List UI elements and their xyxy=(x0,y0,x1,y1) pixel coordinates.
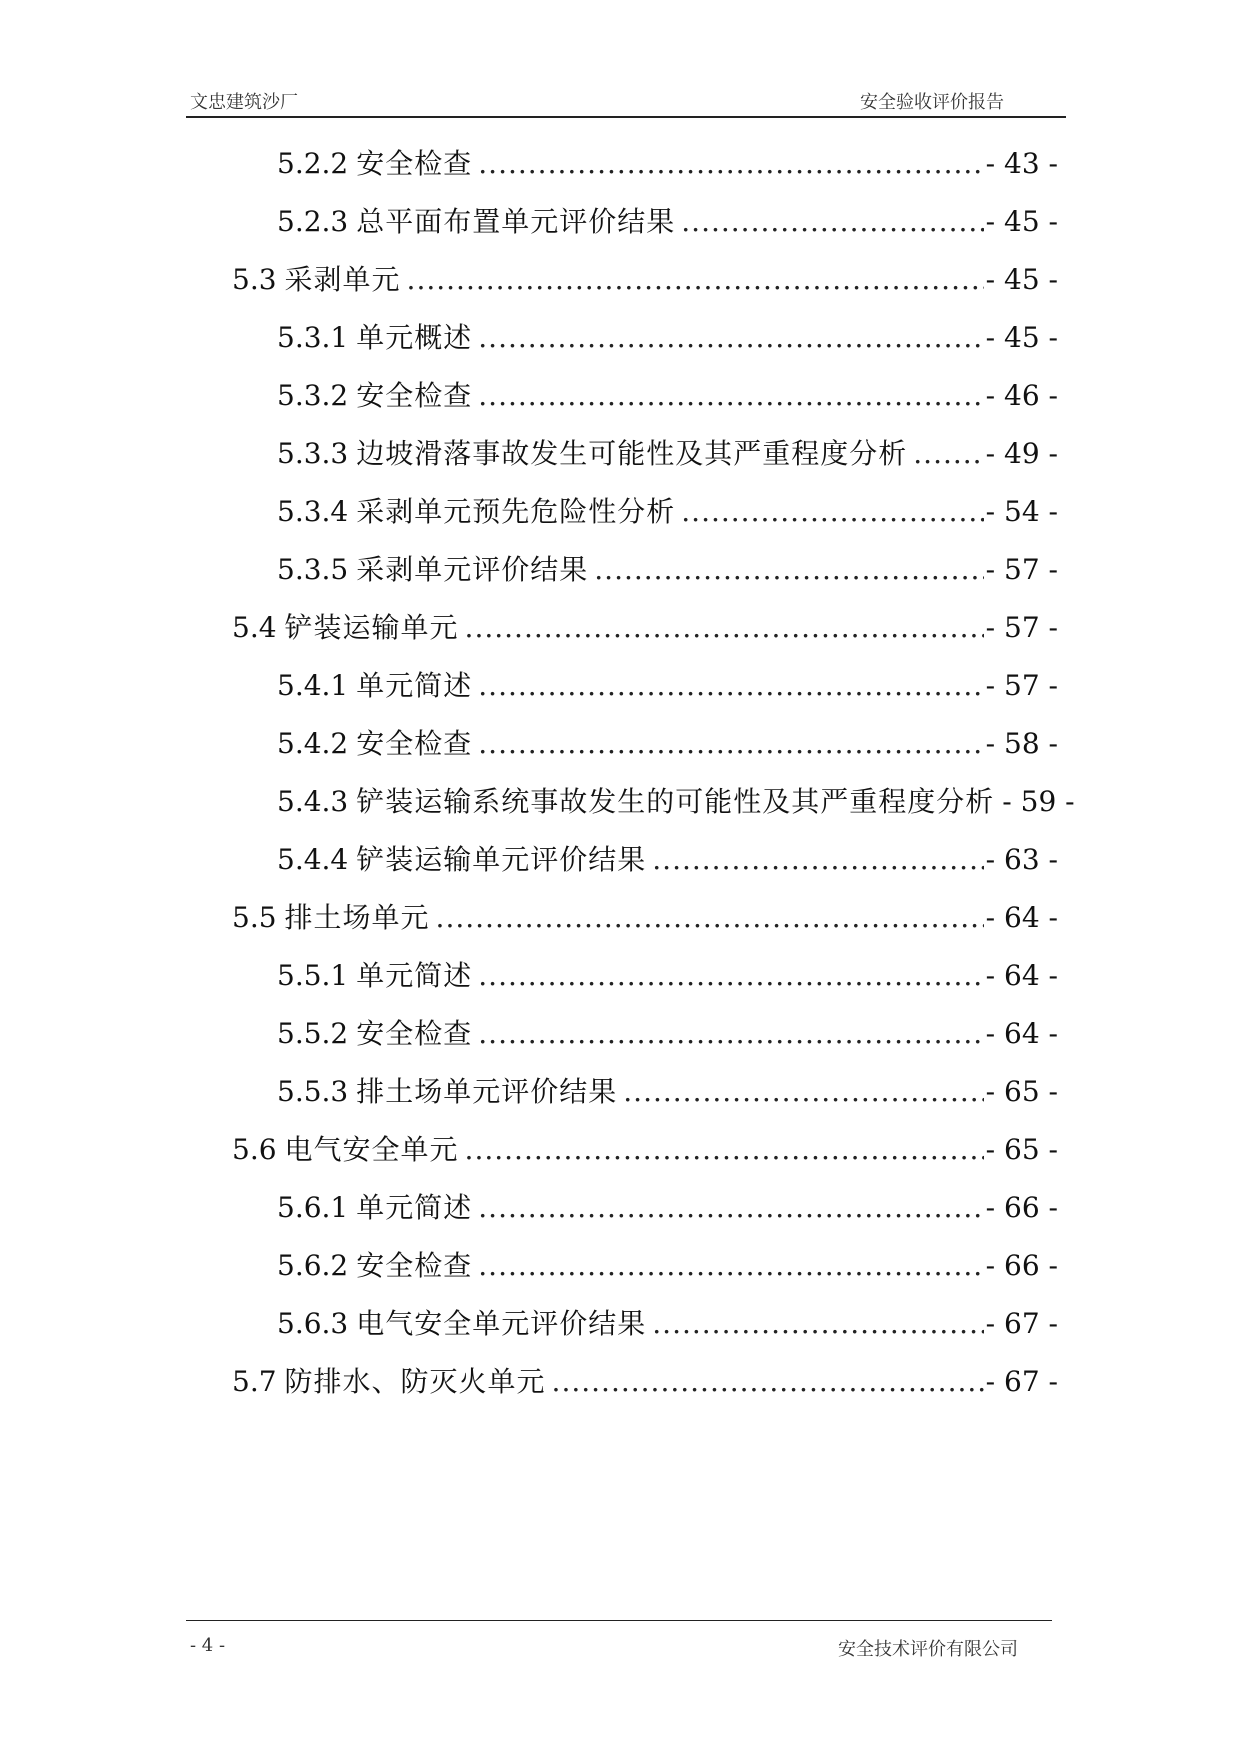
toc-section-number: 5.4.3 xyxy=(277,785,349,818)
toc-section-number: 5.5.3 xyxy=(277,1075,349,1108)
toc-dot-leader xyxy=(478,1188,983,1228)
toc-entry[interactable] xyxy=(232,898,1058,938)
toc-page-number: - 58 - xyxy=(985,727,1058,760)
toc-dot-leader xyxy=(407,260,984,300)
toc-dot-leader xyxy=(478,956,983,996)
toc-entry[interactable] xyxy=(277,666,1058,706)
toc-dot-leader xyxy=(552,1362,984,1402)
toc-dot-leader xyxy=(594,550,983,590)
toc-entry[interactable] xyxy=(277,1014,1058,1054)
toc-dot-leader xyxy=(478,1014,983,1054)
toc-dot-leader xyxy=(652,840,983,880)
toc-section-title: 安全检查 xyxy=(356,147,473,180)
toc-entry[interactable] xyxy=(277,318,1058,358)
toc-section-number: 5.3 xyxy=(232,263,277,296)
toc-page-number: - 57 - xyxy=(985,611,1058,644)
toc-entry[interactable] xyxy=(232,1362,1058,1402)
toc-dot-leader xyxy=(652,1304,983,1344)
toc-section-number: 5.2.3 xyxy=(277,205,349,238)
toc-dot-leader xyxy=(465,1130,984,1170)
toc-entry[interactable] xyxy=(277,956,1058,996)
toc-dot-leader xyxy=(478,144,983,184)
toc-page-number: - 45 - xyxy=(985,263,1058,296)
toc-entry[interactable] xyxy=(277,144,1058,184)
toc-dot-leader xyxy=(681,492,983,532)
page-footer xyxy=(186,1620,1052,1661)
toc-entry[interactable] xyxy=(277,1072,1058,1112)
toc-entry[interactable] xyxy=(277,782,1075,822)
header-report-title: 安全验收评价报告 xyxy=(860,92,1004,113)
toc-page-number: - 65 - xyxy=(985,1133,1058,1166)
toc-section-title: 安全检查 xyxy=(356,1017,473,1050)
toc-section-title: 单元简述 xyxy=(356,1191,473,1224)
toc-page-number: - 63 - xyxy=(985,843,1058,876)
toc-dot-leader xyxy=(623,1072,983,1112)
toc-section-title: 排土场单元评价结果 xyxy=(356,1075,618,1108)
toc-section-title: 防排水、防灭火单元 xyxy=(284,1365,546,1398)
toc-dot-leader xyxy=(478,1246,983,1286)
toc-entry[interactable] xyxy=(232,1130,1058,1170)
toc-section-number: 5.5 xyxy=(232,901,277,934)
toc-entry[interactable] xyxy=(232,260,1058,300)
toc-dot-leader xyxy=(436,898,984,938)
toc-page-number: - 66 - xyxy=(985,1191,1058,1224)
toc-section-title: 安全检查 xyxy=(356,1249,473,1282)
toc-section-number: 5.3.2 xyxy=(277,379,349,412)
toc-entry[interactable] xyxy=(277,376,1058,416)
toc-section-number: 5.4 xyxy=(232,611,277,644)
toc-page-number: - 67 - xyxy=(985,1365,1058,1398)
toc-section-number: 5.3.3 xyxy=(277,437,349,470)
toc-section-number: 5.5.1 xyxy=(277,959,349,992)
toc-dot-leader xyxy=(465,608,984,648)
toc-section-number: 5.5.2 xyxy=(277,1017,349,1050)
toc-page-number: - 57 - xyxy=(985,669,1058,702)
toc-section-title: 单元简述 xyxy=(356,669,473,702)
toc-section-number: 5.7 xyxy=(232,1365,277,1398)
toc-page-number: - 67 - xyxy=(985,1307,1058,1340)
toc-section-number: 5.6.1 xyxy=(277,1191,349,1224)
toc-section-number: 5.3.4 xyxy=(277,495,349,528)
toc-entry[interactable] xyxy=(277,1246,1058,1286)
footer-company-name: 安全技术评价有限公司 xyxy=(838,1639,1018,1660)
toc-page-number: - 43 - xyxy=(985,147,1058,180)
toc-page-number: - 64 - xyxy=(985,959,1058,992)
toc-entry[interactable] xyxy=(232,608,1058,648)
toc-section-number: 5.3.1 xyxy=(277,321,349,354)
toc-dot-leader xyxy=(478,666,983,706)
toc-page-number: - 65 - xyxy=(985,1075,1058,1108)
toc-page-number: - 57 - xyxy=(985,553,1058,586)
toc-section-number: 5.2.2 xyxy=(277,147,349,180)
toc-section-title: 采剥单元预先危险性分析 xyxy=(356,495,676,528)
toc-section-title: 总平面布置单元评价结果 xyxy=(356,205,676,238)
toc-entry[interactable] xyxy=(277,492,1058,532)
toc-dot-leader xyxy=(478,724,983,764)
toc-entry[interactable] xyxy=(277,434,1058,474)
toc-section-title: 电气安全单元 xyxy=(284,1133,459,1166)
toc-section-number: 5.6 xyxy=(232,1133,277,1166)
toc-section-number: 5.4.4 xyxy=(277,843,349,876)
footer-page-number: - 4 - xyxy=(190,1635,226,1656)
toc-section-title: 铲装运输系统事故发生的可能性及其严重程度分析 xyxy=(356,785,995,818)
toc-section-title: 边坡滑落事故发生可能性及其严重程度分析 xyxy=(356,437,908,470)
toc-section-number: 5.6.3 xyxy=(277,1307,349,1340)
toc-section-title: 采剥单元评价结果 xyxy=(356,553,589,586)
toc-section-title: 安全检查 xyxy=(356,379,473,412)
toc-section-number: 5.6.2 xyxy=(277,1249,349,1282)
toc-entry[interactable] xyxy=(277,1188,1058,1228)
toc-entry[interactable] xyxy=(277,202,1058,242)
toc-section-title: 单元简述 xyxy=(356,959,473,992)
toc-dot-leader xyxy=(478,376,983,416)
toc-page-number: - 45 - xyxy=(985,321,1058,354)
toc-dot-leader xyxy=(913,434,983,474)
toc-entry[interactable] xyxy=(277,1304,1058,1344)
toc-entry[interactable] xyxy=(277,840,1058,880)
toc-section-number: 5.3.5 xyxy=(277,553,349,586)
toc-entry[interactable] xyxy=(277,724,1058,764)
toc-dot-leader xyxy=(478,318,983,358)
toc-dot-leader xyxy=(681,202,983,242)
toc-section-title: 排土场单元 xyxy=(284,901,430,934)
toc-section-title: 电气安全单元评价结果 xyxy=(356,1307,647,1340)
toc-page-number: - 66 - xyxy=(985,1249,1058,1282)
toc-page-number: - 49 - xyxy=(985,437,1058,470)
toc-section-title: 铲装运输单元评价结果 xyxy=(356,843,647,876)
toc-section-title: 安全检查 xyxy=(356,727,473,760)
toc-page-number: - 54 - xyxy=(985,495,1058,528)
header-project-name: 文忠建筑沙厂 xyxy=(190,92,298,113)
toc-section-title: 采剥单元 xyxy=(284,263,401,296)
toc-entry[interactable] xyxy=(277,550,1058,590)
toc-section-title: 铲装运输单元 xyxy=(284,611,459,644)
toc-section-number: 5.4.2 xyxy=(277,727,349,760)
toc-page-number: - 59 - xyxy=(1002,785,1075,818)
toc-section-title: 单元概述 xyxy=(356,321,473,354)
toc-section-number: 5.4.1 xyxy=(277,669,349,702)
toc-page-number: - 64 - xyxy=(985,901,1058,934)
toc-page-number: - 64 - xyxy=(985,1017,1058,1050)
toc-page-number: - 46 - xyxy=(985,379,1058,412)
toc-page-number: - 45 - xyxy=(985,205,1058,238)
